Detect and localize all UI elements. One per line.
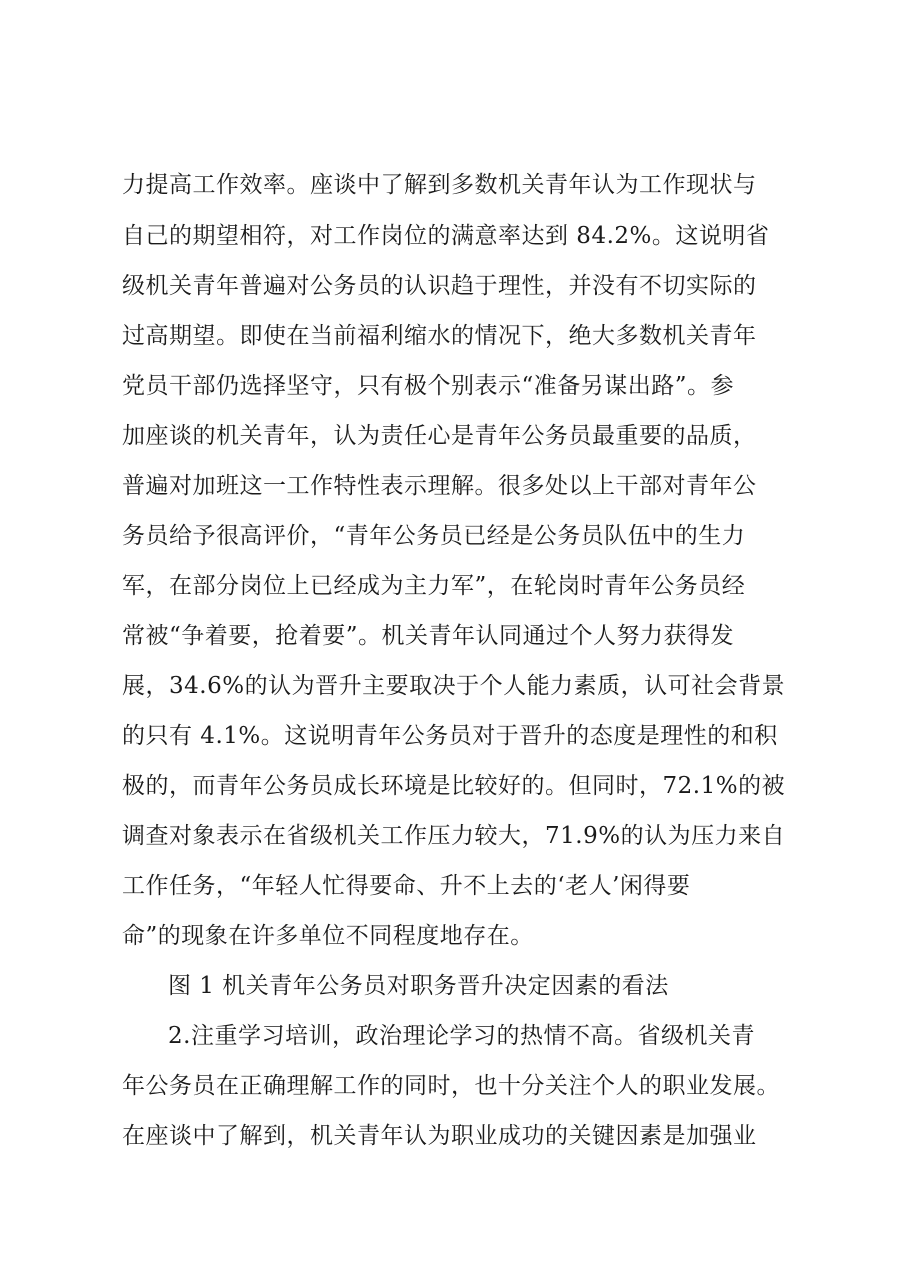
paragraph-line: 过高期望。即使在当前福利缩水的情况下，绝大多数机关青年 bbox=[122, 323, 757, 349]
paragraph-line: 命”的现象在许多单位不同程度地存在。 bbox=[122, 923, 534, 949]
paragraph-line: 的只有 4.1%。这说明青年公务员对于晋升的态度是理性的和积 bbox=[122, 723, 778, 749]
paragraph-line: 加座谈的机关青年，认为责任心是青年公务员最重要的品质， bbox=[122, 423, 757, 449]
paragraph-line: 极的，而青年公务员成长环境是比较好的。但同时，72.1%的被 bbox=[122, 773, 786, 799]
paragraph-line: 工作任务，“年轻人忙得要命、升不上去的‘老人’闲得要 bbox=[122, 873, 691, 899]
paragraph-line: 力提高工作效率。座谈中了解到多数机关青年认为工作现状与 bbox=[122, 172, 757, 198]
paragraph-line: 在座谈中了解到，机关青年认为职业成功的关键因素是加强业 bbox=[122, 1123, 757, 1149]
paragraph-line: 年公务员在正确理解工作的同时，也十分关注个人的职业发展。 bbox=[122, 1073, 780, 1099]
figure-caption: 图 1 机关青年公务员对职务晋升决定因素的看法 bbox=[168, 973, 669, 999]
paragraph-line: 自己的期望相符，对工作岗位的满意率达到 84.2%。这说明省 bbox=[122, 223, 770, 249]
paragraph-line: 展，34.6%的认为晋升主要取决于个人能力素质，认可社会背景 bbox=[122, 673, 786, 699]
paragraph-line: 普遍对加班这一工作特性表示理解。很多处以上干部对青年公 bbox=[122, 473, 757, 499]
paragraph-line: 级机关青年普遍对公务员的认识趋于理性，并没有不切实际的 bbox=[122, 273, 757, 299]
paragraph-line: 常被“争着要，抢着要”。机关青年认同通过个人努力获得发 bbox=[122, 623, 735, 649]
paragraph-line: 务员给予很高评价，“青年公务员已经是公务员队伍中的生力 bbox=[122, 523, 746, 549]
paragraph-line: 军，在部分岗位上已经成为主力军”，在轮岗时青年公务员经 bbox=[122, 573, 746, 599]
section-heading-line: 2.注重学习培训，政治理论学习的热情不高。省级机关青 bbox=[168, 1023, 755, 1049]
paragraph-line: 党员干部仍选择坚守，只有极个别表示“准备另谋出路”。参 bbox=[122, 373, 735, 399]
paragraph-line: 调查对象表示在省级机关工作压力较大，71.9%的认为压力来自 bbox=[122, 823, 786, 849]
